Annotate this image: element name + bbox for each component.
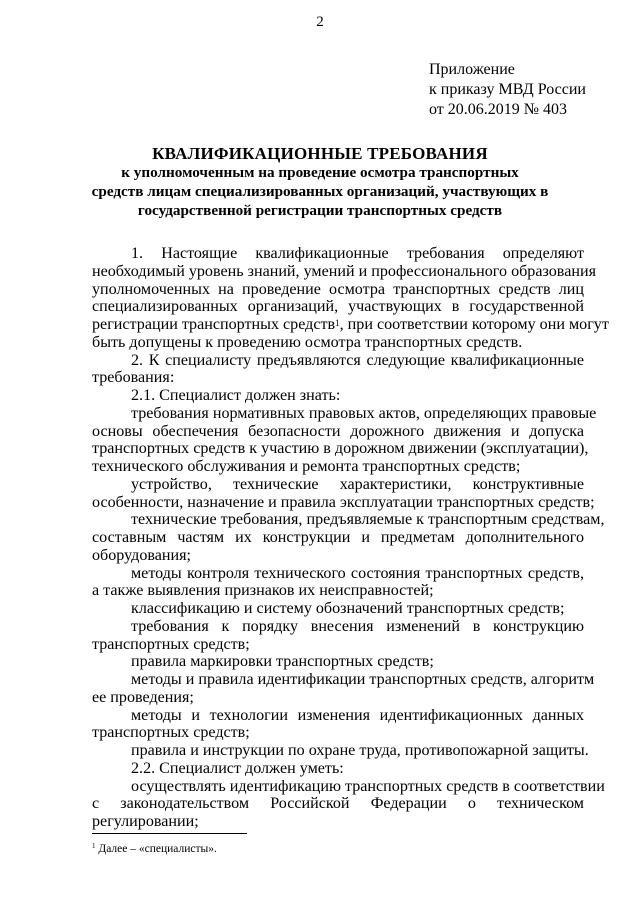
text-line: требования: — [92, 369, 175, 386]
text-line: методы и правила идентификации транспортных средств, алгоритм — [131, 671, 595, 688]
text-line: ее проведения; — [92, 689, 194, 706]
text-line: регулировании; — [92, 813, 199, 830]
text-line: требования к порядку внесения изменений в конструкцию — [131, 618, 584, 635]
footnote-reference: 1 — [335, 318, 340, 328]
text-line: особенности, назначение и правила эксплуатации транспортных средств; — [92, 494, 595, 511]
text-line: 2. К специалисту предъявляются следующие квалификационные — [131, 352, 584, 369]
footnote-separator — [92, 833, 247, 834]
text-line: необходимый уровень знаний, умений и профессионального образования — [92, 263, 596, 280]
text-line: оборудования; — [92, 547, 192, 564]
text-line: составным частям их конструкции и предметам дополнительного — [92, 529, 584, 546]
appendix-line: Приложение — [429, 61, 515, 78]
title-subline: государственной регистрации транспортных средств — [137, 202, 503, 219]
text-line: транспортных средств к участию в дорожном движении (эксплуатации), — [92, 440, 589, 457]
text-line: технического обслуживания и ремонта транспортных средств; — [92, 458, 521, 475]
section-heading: 2.2. Специалист должен уметь: — [131, 760, 344, 777]
page-number: 2 — [316, 14, 324, 30]
footnote — [92, 843, 217, 855]
text-line: технические требования, предъявляемые к транспортным средствам, — [131, 511, 605, 528]
footnote-mark: 1 — [92, 842, 96, 850]
appendix-line: от 20.06.2019 № 403 — [429, 101, 568, 118]
text-line: специализированных организаций, участвующих в государственной — [92, 298, 584, 315]
text-line: быть допущены к проведению осмотра транспортных средств. — [92, 334, 523, 351]
text-line: основы обеспечения безопасности дорожного движения и допуска — [92, 423, 584, 440]
text-line: методы и технологии изменения идентификационных данных — [131, 707, 584, 724]
text-line: транспортных средств; — [92, 724, 250, 741]
text-line: а также выявления признаков их неисправностей; — [92, 582, 434, 599]
appendix-line: к приказу МВД России — [429, 81, 586, 98]
text-line: требования нормативных правовых актов, определяющих правовые — [131, 405, 597, 422]
section-heading: 2.1. Специалист должен знать: — [131, 387, 341, 404]
text-line: 1. Настоящие квалификационные требования определяют — [131, 245, 584, 262]
text-line: правила маркировки транспортных средств; — [131, 653, 434, 670]
text-line: устройство, технические характеристики, конструктивные — [131, 476, 584, 493]
text-line: осуществлять идентификацию транспортных средств в соответствии — [131, 778, 605, 795]
title-main: КВАЛИФИКАЦИОННЫЕ ТРЕБОВАНИЯ — [152, 144, 488, 163]
text-fragment: регистрации транспортных средств — [92, 316, 336, 333]
text-line: уполномоченных на проведение осмотра транспортных средств лиц — [92, 281, 584, 298]
footnote-text: Далее – «специалисты». — [95, 843, 217, 855]
text-line: с законодательством Российской Федерации о техническом — [92, 795, 584, 812]
text-line — [92, 315, 609, 335]
text-line: классификацию и систему обозначений транспортных средств; — [131, 600, 565, 617]
text-line: правила и инструкции по охране труда, противопожарной защиты. — [131, 742, 589, 759]
title-subline: средств лицам специализированных организаций, участвующих в — [91, 183, 549, 200]
text-line: транспортных средств; — [92, 636, 250, 653]
title-subline: к уполномоченным на проведение осмотра транспортных — [121, 164, 519, 181]
text-fragment: , при соответствии которому они могут — [339, 316, 609, 333]
text-line: методы контроля технического состояния транспортных средств, — [131, 565, 584, 582]
